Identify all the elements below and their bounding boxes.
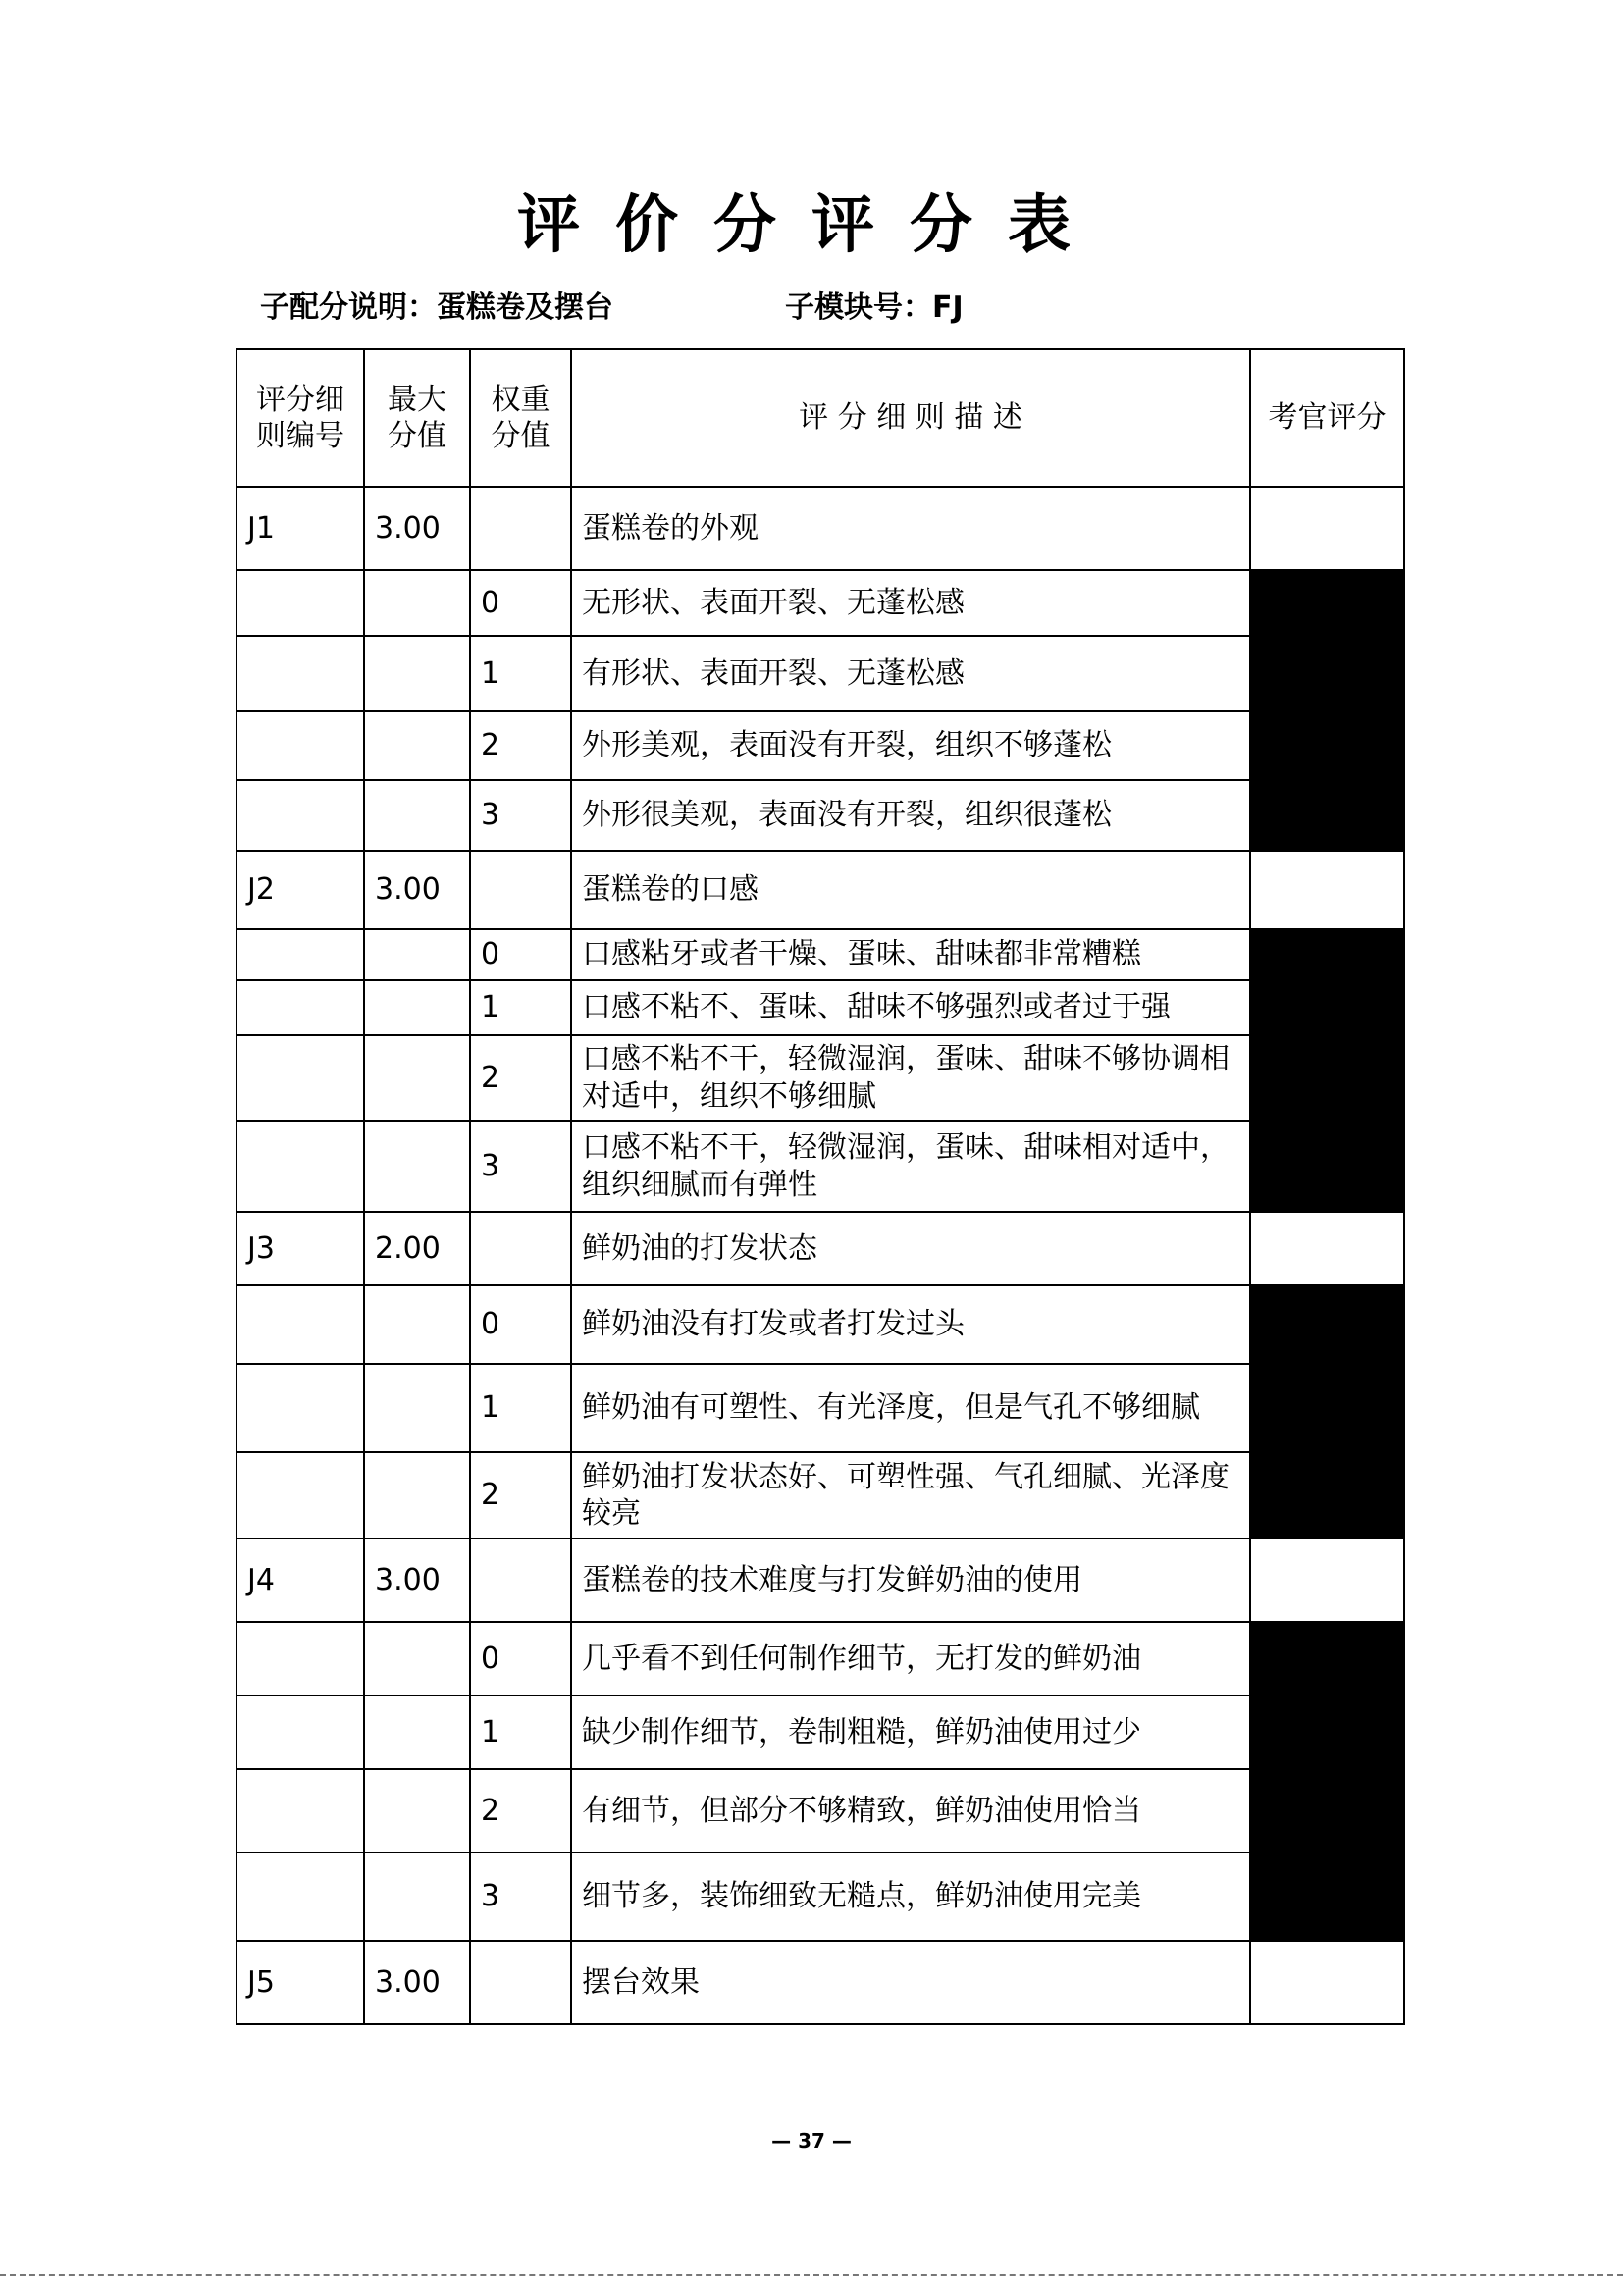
description-cell: 口感不粘不干，轻微湿润，蛋味、甜味相对适中，组织细腻而有弹性 <box>571 1121 1250 1212</box>
description-cell: 蛋糕卷的外观 <box>571 487 1250 570</box>
examiner-score-cell <box>1250 1941 1404 2024</box>
level-row <box>236 1696 1404 1769</box>
rule-number-cell <box>236 1035 364 1121</box>
max-score-cell <box>364 1285 470 1364</box>
page-number: — 37 — <box>771 2129 852 2153</box>
examiner-score-cell <box>1250 487 1404 570</box>
level-row <box>236 636 1404 711</box>
examiner-score-cell-shaded <box>1250 636 1404 711</box>
max-score-cell: 3.00 <box>364 487 470 570</box>
rule-number-cell <box>236 570 364 636</box>
level-row <box>236 711 1404 780</box>
description-cell: 有细节，但部分不够精致，鲜奶油使用恰当 <box>571 1769 1250 1852</box>
description-cell: 蛋糕卷的口感 <box>571 851 1250 929</box>
scoring-table <box>236 348 1405 2025</box>
rule-number-cell: J3 <box>236 1212 364 1285</box>
description-cell: 有形状、表面开裂、无蓬松感 <box>571 636 1250 711</box>
description-cell: 鲜奶油的打发状态 <box>571 1212 1250 1285</box>
rule-number-cell <box>236 780 364 851</box>
level-row <box>236 780 1404 851</box>
max-score-cell <box>364 1696 470 1769</box>
max-score-cell <box>364 980 470 1035</box>
rule-number-cell <box>236 1769 364 1852</box>
level-row <box>236 1852 1404 1941</box>
level-row <box>236 980 1404 1035</box>
description-cell: 缺少制作细节，卷制粗糙，鲜奶油使用过少 <box>571 1696 1250 1769</box>
examiner-score-cell-shaded <box>1250 1121 1404 1212</box>
weight-cell: 0 <box>470 1622 571 1696</box>
weight-cell: 3 <box>470 780 571 851</box>
level-row <box>236 1285 1404 1364</box>
weight-cell <box>470 487 571 570</box>
rule-number-cell <box>236 1121 364 1212</box>
weight-cell: 2 <box>470 1452 571 1539</box>
description-cell: 外形美观，表面没有开裂，组织不够蓬松 <box>571 711 1250 780</box>
rule-number-cell: J4 <box>236 1539 364 1622</box>
rule-number-cell <box>236 1285 364 1364</box>
description-cell: 细节多，装饰细致无糙点，鲜奶油使用完美 <box>571 1852 1250 1941</box>
weight-cell: 1 <box>470 980 571 1035</box>
level-row <box>236 1035 1404 1121</box>
max-score-cell <box>364 1622 470 1696</box>
examiner-score-cell-shaded <box>1250 780 1404 851</box>
description-cell: 无形状、表面开裂、无蓬松感 <box>571 570 1250 636</box>
criterion-row <box>236 1539 1404 1622</box>
description-cell: 外形很美观，表面没有开裂，组织很蓬松 <box>571 780 1250 851</box>
criterion-row <box>236 1212 1404 1285</box>
criterion-row <box>236 851 1404 929</box>
examiner-score-cell <box>1250 1212 1404 1285</box>
weight-cell <box>470 851 571 929</box>
level-row <box>236 1452 1404 1539</box>
weight-cell: 3 <box>470 1121 571 1212</box>
rule-number-cell <box>236 1622 364 1696</box>
weight-cell: 2 <box>470 711 571 780</box>
examiner-score-cell-shaded <box>1250 1852 1404 1941</box>
max-score-cell <box>364 1452 470 1539</box>
rule-number-cell <box>236 1696 364 1769</box>
max-score-cell <box>364 1769 470 1852</box>
weight-cell: 3 <box>470 1852 571 1941</box>
description-cell: 鲜奶油有可塑性、有光泽度，但是气孔不够细腻 <box>571 1364 1250 1452</box>
max-score-cell <box>364 711 470 780</box>
header-examiner-score: 考官评分 <box>1250 349 1404 487</box>
examiner-score-cell-shaded <box>1250 1364 1404 1452</box>
description-cell: 鲜奶油打发状态好、可塑性强、气孔细腻、光泽度较亮 <box>571 1452 1250 1539</box>
weight-cell <box>470 1539 571 1622</box>
rule-number-cell: J5 <box>236 1941 364 2024</box>
rule-number-cell <box>236 929 364 980</box>
weight-cell: 1 <box>470 1696 571 1769</box>
weight-cell: 1 <box>470 636 571 711</box>
weight-cell: 0 <box>470 929 571 980</box>
weight-cell: 1 <box>470 1364 571 1452</box>
max-score-cell <box>364 1121 470 1212</box>
description-cell: 摆台效果 <box>571 1941 1250 2024</box>
rule-number-cell: J2 <box>236 851 364 929</box>
sub-score-description: 子配分说明：蛋糕卷及摆台 <box>260 290 613 325</box>
level-row <box>236 929 1404 980</box>
max-score-cell <box>364 1364 470 1452</box>
examiner-score-cell <box>1250 1539 1404 1622</box>
description-cell: 蛋糕卷的技术难度与打发鲜奶油的使用 <box>571 1539 1250 1622</box>
table-body <box>236 487 1404 2024</box>
criterion-row <box>236 1941 1404 2024</box>
rule-number-cell <box>236 1852 364 1941</box>
examiner-score-cell-shaded <box>1250 1452 1404 1539</box>
level-row <box>236 1121 1404 1212</box>
table-header-row <box>236 349 1404 487</box>
description-cell: 鲜奶油没有打发或者打发过头 <box>571 1285 1250 1364</box>
level-row <box>236 570 1404 636</box>
rule-number-cell <box>236 636 364 711</box>
max-score-cell <box>364 780 470 851</box>
weight-cell <box>470 1941 571 2024</box>
examiner-score-cell-shaded <box>1250 1769 1404 1852</box>
rule-number-cell <box>236 1364 364 1452</box>
weight-cell: 0 <box>470 1285 571 1364</box>
header-description: 评 分 细 则 描 述 <box>571 349 1250 487</box>
rule-number-cell: J1 <box>236 487 364 570</box>
description-cell: 几乎看不到任何制作细节，无打发的鲜奶油 <box>571 1622 1250 1696</box>
description-cell: 口感粘牙或者干燥、蛋味、甜味都非常糟糕 <box>571 929 1250 980</box>
weight-cell: 0 <box>470 570 571 636</box>
header-max-score: 最大分值 <box>364 349 470 487</box>
examiner-score-cell <box>1250 851 1404 929</box>
level-row <box>236 1622 1404 1696</box>
max-score-cell <box>364 636 470 711</box>
description-cell: 口感不粘不干，轻微湿润，蛋味、甜味不够协调相对适中，组织不够细腻 <box>571 1035 1250 1121</box>
weight-cell: 2 <box>470 1035 571 1121</box>
max-score-cell: 3.00 <box>364 851 470 929</box>
page-title: 评价分评分表 <box>517 189 1106 262</box>
max-score-cell <box>364 570 470 636</box>
max-score-cell <box>364 1035 470 1121</box>
max-score-cell <box>364 929 470 980</box>
examiner-score-cell-shaded <box>1250 929 1404 980</box>
examiner-score-cell-shaded <box>1250 1285 1404 1364</box>
rule-number-cell <box>236 711 364 780</box>
weight-cell: 2 <box>470 1769 571 1852</box>
sub-module-number: 子模块号：FJ <box>785 290 964 325</box>
criterion-row <box>236 487 1404 570</box>
page-bottom-rule <box>0 2274 1623 2276</box>
examiner-score-cell-shaded <box>1250 1696 1404 1769</box>
header-weight: 权重分值 <box>470 349 571 487</box>
max-score-cell: 3.00 <box>364 1941 470 2024</box>
max-score-cell <box>364 1852 470 1941</box>
rule-number-cell <box>236 980 364 1035</box>
examiner-score-cell-shaded <box>1250 980 1404 1035</box>
description-cell: 口感不粘不、蛋味、甜味不够强烈或者过于强 <box>571 980 1250 1035</box>
examiner-score-cell-shaded <box>1250 711 1404 780</box>
level-row <box>236 1364 1404 1452</box>
header-rule-number: 评分细则编号 <box>236 349 364 487</box>
examiner-score-cell-shaded <box>1250 570 1404 636</box>
rule-number-cell <box>236 1452 364 1539</box>
level-row <box>236 1769 1404 1852</box>
examiner-score-cell-shaded <box>1250 1035 1404 1121</box>
examiner-score-cell-shaded <box>1250 1622 1404 1696</box>
max-score-cell: 2.00 <box>364 1212 470 1285</box>
weight-cell <box>470 1212 571 1285</box>
max-score-cell: 3.00 <box>364 1539 470 1622</box>
